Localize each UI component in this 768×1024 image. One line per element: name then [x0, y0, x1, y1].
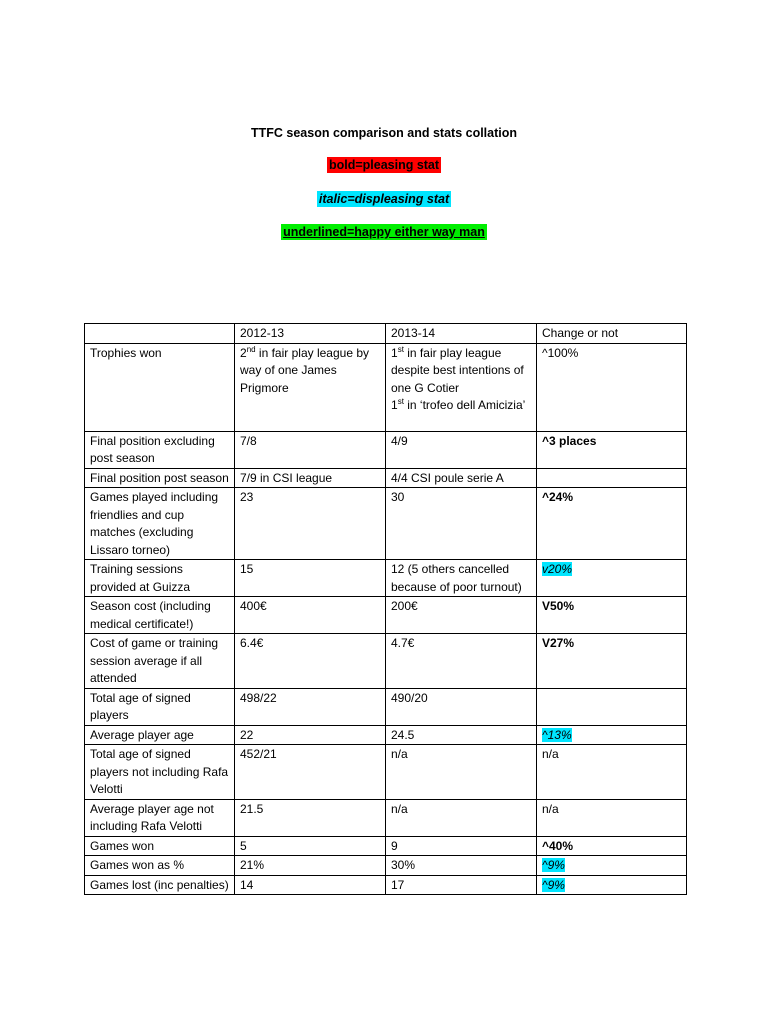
displeasing-value: v20% [542, 562, 573, 576]
table-row-total-age-excl [85, 745, 687, 800]
table-row-trophies [85, 343, 687, 431]
row-label: Cost of game or training session average if all attended [85, 634, 235, 689]
cell-2012-13: 400€ [235, 597, 386, 634]
cell-change: ^40% [537, 836, 687, 856]
cell-change [537, 725, 687, 745]
cell-2013-14: 200€ [386, 597, 537, 634]
table-row-games-played [85, 488, 687, 560]
document-title: TTFC season comparison and stats collation [250, 126, 518, 140]
cell-2013-14: n/a [386, 745, 537, 800]
cell-2012-13: 23 [235, 488, 386, 560]
table-row-games-won [85, 836, 687, 856]
row-label: Average player age not including Rafa Velotti [85, 799, 235, 836]
cell-2012-13: 14 [235, 875, 386, 895]
cell-change [537, 468, 687, 488]
cell-2013-14: 30% [386, 856, 537, 876]
table-header-row [85, 324, 687, 344]
cell-2013-14: 9 [386, 836, 537, 856]
legend-italic-line [0, 192, 768, 206]
row-label: Final position excluding post season [85, 431, 235, 468]
cell-2012-13: 15 [235, 560, 386, 597]
header-cell-change: Change or not [537, 324, 687, 344]
cell-2013-14: 12 (5 others cancelled because of poor turnout) [386, 560, 537, 597]
cell-2013-14: 17 [386, 875, 537, 895]
row-label: Final position post season [85, 468, 235, 488]
cell-2012-13: 21.5 [235, 799, 386, 836]
cell-2013-14: 30 [386, 488, 537, 560]
row-label: Games won as % [85, 856, 235, 876]
displeasing-value: ^13% [542, 727, 572, 742]
header-cell-2013-14: 2013-14 [386, 324, 537, 344]
cell-2012-13: 22 [235, 725, 386, 745]
row-label: Games played including friendlies and cup matches (excluding Lissaro torneo) [85, 488, 235, 560]
legend-underlined: underlined=happy either way man [283, 225, 485, 239]
cell-change: n/a [537, 745, 687, 800]
row-label: Games lost (inc penalties) [85, 875, 235, 895]
cell-2013-14: 490/20 [386, 688, 537, 725]
cell-change: ^24% [537, 488, 687, 560]
cell-2012-13: 21% [235, 856, 386, 876]
cell-2012-13: 2nd in fair play league by way of one James Prigmore [235, 343, 386, 431]
row-label: Training sessions provided at Guizza [85, 560, 235, 597]
cell-2013-14: 1st in fair play league despite best intentions of one G Cotier 1st in ‘trofeo dell Amicizia’ [386, 343, 537, 431]
cell-change: ^3 places [537, 431, 687, 468]
table-row-total-age [85, 688, 687, 725]
cell-change: V27% [537, 634, 687, 689]
cell-change [537, 560, 687, 597]
table-row-final-position-excl [85, 431, 687, 468]
cell-change [537, 856, 687, 876]
table-row-training-sessions [85, 560, 687, 597]
row-label: Average player age [85, 725, 235, 745]
cell-2013-14: 4.7€ [386, 634, 537, 689]
cell-2012-13: 498/22 [235, 688, 386, 725]
legend-italic: italic=displeasing stat [318, 192, 450, 206]
cell-2012-13: 7/8 [235, 431, 386, 468]
header-cell-2012-13: 2012-13 [235, 324, 386, 344]
cell-change [537, 875, 687, 895]
stats-table [84, 323, 687, 895]
row-label: Total age of signed players [85, 688, 235, 725]
header-cell-empty [85, 324, 235, 344]
row-label: Total age of signed players not including Rafa Velotti [85, 745, 235, 800]
legend-bold: bold=pleasing stat [328, 158, 440, 172]
legend-bold-line [0, 158, 768, 172]
cell-change: V50% [537, 597, 687, 634]
displeasing-value: ^9% [542, 858, 565, 872]
table-row-games-lost [85, 875, 687, 895]
row-label: Games won [85, 836, 235, 856]
cell-change [537, 688, 687, 725]
table-row-final-position-post [85, 468, 687, 488]
table-row-average-age [85, 725, 687, 745]
cell-change: n/a [537, 799, 687, 836]
cell-2012-13: 452/21 [235, 745, 386, 800]
legend-underlined-line [0, 225, 768, 239]
cell-2013-14: n/a [386, 799, 537, 836]
cell-2012-13: 5 [235, 836, 386, 856]
cell-2013-14: 4/9 [386, 431, 537, 468]
cell-2012-13: 7/9 in CSI league [235, 468, 386, 488]
table-row-cost-average [85, 634, 687, 689]
cell-2013-14: 4/4 CSI poule serie A [386, 468, 537, 488]
table-row-average-age-excl [85, 799, 687, 836]
cell-2012-13: 6.4€ [235, 634, 386, 689]
cell-2013-14: 24.5 [386, 725, 537, 745]
row-label: Season cost (including medical certificate!) [85, 597, 235, 634]
displeasing-value: ^9% [542, 877, 565, 892]
table-row-season-cost [85, 597, 687, 634]
row-label: Trophies won [85, 343, 235, 431]
table-row-games-won-pct [85, 856, 687, 876]
cell-change: ^100% [537, 343, 687, 431]
